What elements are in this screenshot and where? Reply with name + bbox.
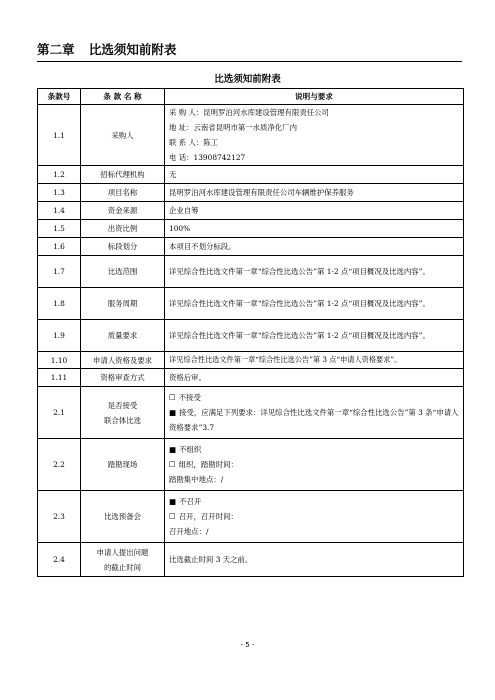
clause-content: 详见综合性比选文件第一章“综合性比选公告”第 1-2 点“项目概况及比选内容”。 (165, 320, 464, 352)
clause-no: 1.5 (38, 220, 81, 238)
table-row (38, 184, 464, 202)
clause-name: 资格审查方式 (81, 369, 165, 387)
consortium-options (165, 387, 464, 439)
phone-line: 电 话：13908742127 (169, 153, 246, 162)
option-label: 接受，应满足下列要求：详见综合性比选文件第一章“综合性比选公告”第 3 条“申请人资格要求”3.7 (169, 408, 459, 432)
clause-content: 企业自筹 (165, 202, 464, 220)
option-not-accept (169, 390, 460, 405)
clause-content: 无 (165, 166, 464, 184)
table-header-row (38, 89, 464, 105)
clause-no: 1.9 (38, 320, 81, 352)
header-description: 说明与要求 (165, 89, 464, 105)
clause-name-line: 申请人提出问题 (96, 547, 149, 557)
option-label: 组织，踏勘时间： (178, 460, 238, 469)
clause-content: 本项目不划分标段。 (165, 238, 464, 256)
table-row (38, 288, 464, 320)
clause-no: 1.3 (38, 184, 81, 202)
clause-content: 详见综合性比选文件第一章“综合性比选公告”第 1-2 点“项目概况及比选内容”。 (165, 288, 464, 320)
checked-box-icon: ■ (169, 497, 177, 506)
clause-no: 1.8 (38, 288, 81, 320)
clause-name: 标段划分 (81, 238, 165, 256)
clause-no: 1.4 (38, 202, 81, 220)
clause-no: 1.2 (38, 166, 81, 184)
table-row (38, 352, 464, 369)
table-row (38, 491, 464, 543)
clause-name: 申请人资格及要求 (81, 352, 165, 369)
clause-name: 采购人 (81, 105, 165, 166)
checked-box-icon: ■ (169, 445, 177, 454)
clause-no: 1.6 (38, 238, 81, 256)
option-label: 召开，召开时间： (178, 512, 238, 521)
table-row (38, 387, 464, 439)
clause-no: 2.2 (38, 439, 81, 491)
purchaser-line: 采 购 人：昆明罗泊河水库建设管理有限责任公司 (169, 108, 329, 117)
table-row (38, 220, 464, 238)
clause-no: 1.1 (38, 105, 81, 166)
clause-name: 比选范围 (81, 256, 165, 288)
table-row (38, 256, 464, 288)
clause-no: 2.1 (38, 387, 81, 439)
clause-no: 1.10 (38, 352, 81, 369)
clause-no: 2.4 (38, 543, 81, 577)
header-clause-no: 条款号 (38, 89, 81, 105)
purchaser-details (165, 105, 464, 166)
option-label: 不召开 (179, 497, 202, 506)
clause-name: 资金来源 (81, 202, 165, 220)
clause-content: 资格后审。 (165, 369, 464, 387)
unchecked-box-icon: ☐ (169, 393, 176, 402)
unchecked-box-icon: ☐ (169, 460, 176, 469)
option-organize (169, 457, 460, 472)
option-not-hold (169, 494, 460, 509)
pre-meeting-options (165, 491, 464, 543)
table-title: 比选须知前附表 (214, 74, 281, 85)
option-not-organize (169, 442, 460, 457)
table-row (38, 439, 464, 491)
site-visit-location: 踏勘集中地点：/ (169, 475, 224, 484)
site-visit-options (165, 439, 464, 491)
pre-meeting-location: 召开地点：/ (169, 527, 209, 536)
table-row (38, 202, 464, 220)
option-hold (169, 509, 460, 524)
chapter-heading (37, 40, 462, 62)
table-row (38, 543, 464, 577)
clause-name: 踏勘现场 (81, 439, 165, 491)
table-row (38, 105, 464, 166)
clause-name: 质量要求 (81, 320, 165, 352)
clause-name: 服务周期 (81, 288, 165, 320)
clause-name: 项目名称 (81, 184, 165, 202)
option-label: 不接受 (178, 393, 201, 402)
clause-no: 1.11 (38, 369, 81, 387)
clause-no: 2.3 (38, 491, 81, 543)
address-line: 地 址：云南省昆明市第一水质净化厂内 (169, 123, 297, 132)
clause-name: 比选预备会 (81, 491, 165, 543)
chapter-title: 比选须知前附表 (88, 42, 177, 57)
clause-name: 招标代理机构 (81, 166, 165, 184)
clause-content: 昆明罗泊河水库建设管理有限责任公司车辆维护保养服务 (165, 184, 464, 202)
clause-name-line: 的截止时间 (104, 562, 141, 572)
chapter-number: 第二章 (37, 42, 75, 57)
clause-name (81, 543, 165, 577)
unchecked-box-icon: ☐ (169, 512, 176, 521)
checked-box-icon: ■ (169, 408, 177, 417)
table-row (38, 369, 464, 387)
clause-name (81, 387, 165, 439)
option-label: 不组织 (179, 445, 202, 454)
clause-content: 比选截止时间 3 天之前。 (165, 543, 464, 577)
front-table (37, 88, 464, 577)
table-row (38, 320, 464, 352)
clause-content: 详见综合性比选文件第一章“综合性比选公告”第 3 点“申请人资格要求”。 (165, 352, 464, 369)
clause-name-line: 是否接受 (107, 400, 138, 410)
clause-content: 详见综合性比选文件第一章“综合性比选公告”第 1-2 点“项目概况及比选内容”。 (165, 256, 464, 288)
clause-no: 1.7 (38, 256, 81, 288)
clause-content: 100% (165, 220, 464, 238)
table-row (38, 238, 464, 256)
contact-line: 联 系 人：陈工 (169, 138, 219, 147)
clause-name: 出资比例 (81, 220, 165, 238)
table-row (38, 166, 464, 184)
header-clause-name: 条 款 名 称 (81, 89, 165, 105)
page-number: - 5 - (240, 641, 255, 649)
option-accept (169, 405, 460, 435)
clause-name-line: 联合体比选 (104, 415, 141, 425)
